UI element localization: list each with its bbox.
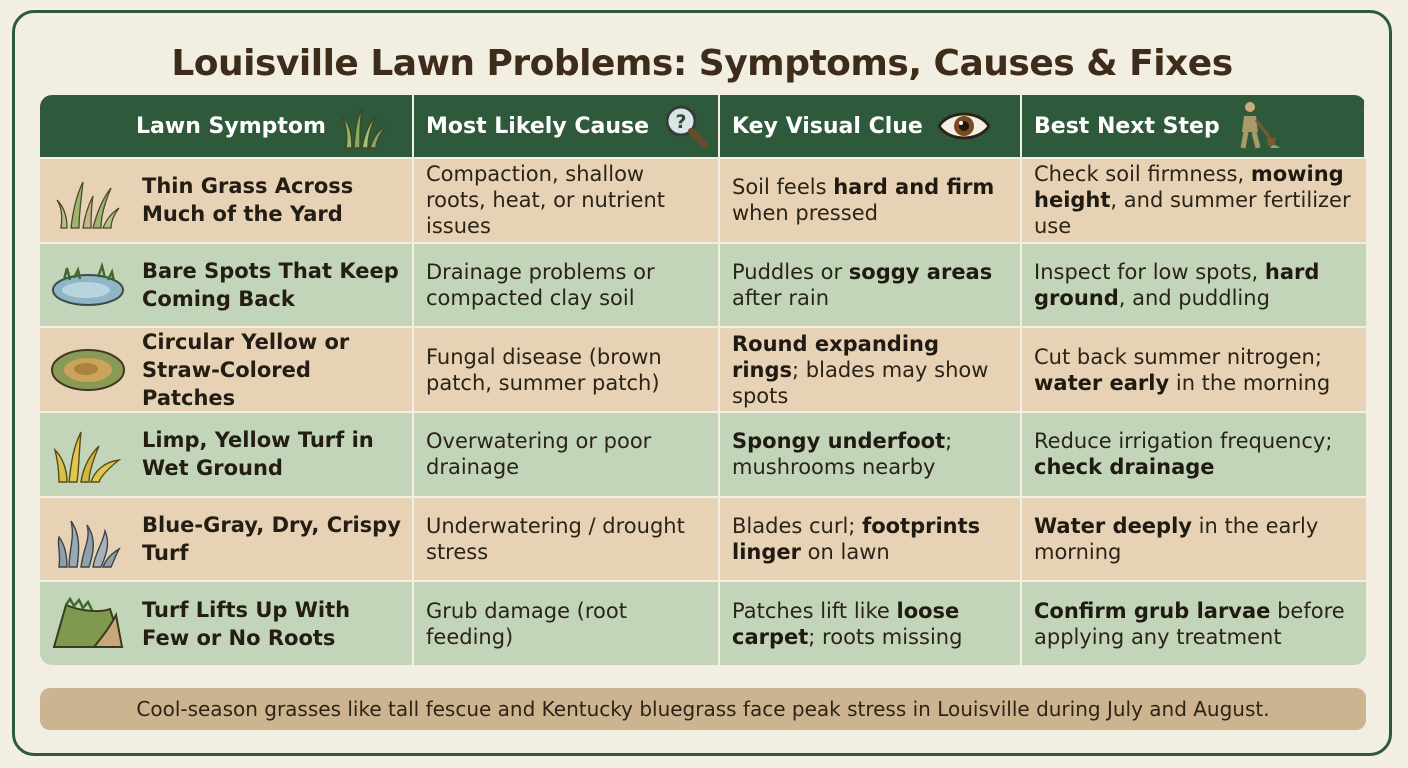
emphasis-text: hard ground [1034,259,1320,310]
footer-note: Cool-season grasses like tall fescue and Kentucky bluegrass face peak stress in Louisville during July and August. [40,688,1366,730]
thin-grass-icon [50,169,126,231]
plain-text: ; mushrooms nearby [732,429,953,480]
plain-text: on lawn [800,539,890,564]
symptom-label: Blue-Gray, Dry, Crispy Turf [142,512,401,565]
plain-text: Inspect for low spots, [1034,259,1265,284]
emphasis-text: hard and firm [833,175,995,200]
grass-icon [340,102,388,150]
plain-text: when pressed [732,201,878,226]
table-row-symptom-cell [40,242,414,327]
table-row-cause-cell [414,411,720,496]
plain-text: , and puddling [1118,285,1270,310]
next-step-text [1034,344,1356,396]
emphasis-text: check drainage [1034,455,1215,480]
cause-text [426,161,708,239]
plain-text: , and summer fertilizer use [1034,188,1351,239]
eye-icon [937,108,991,144]
table-row-visual-clue-cell [720,326,1022,411]
cause-text [426,259,708,311]
visual-clue-text [732,174,1010,226]
magnifier-question-icon [663,103,709,149]
plain-text: ; roots missing [808,624,963,649]
emphasis-text: soggy areas [848,259,993,284]
table-row-cause-cell [414,157,720,242]
table-row-next-step-cell [1022,411,1366,496]
header-lawn-symptom [40,95,414,157]
plain-text: Puddles or [732,259,849,284]
plain-text: Grub damage (root feeding) [426,598,627,649]
plain-text: Reduce irrigation frequency; [1034,429,1333,454]
table-row-cause-cell [414,496,720,581]
cause-text [426,598,708,650]
plain-text: Overwatering or poor drainage [426,429,652,480]
table-row-next-step-cell [1022,157,1366,242]
plain-text: Soil feels [732,175,834,200]
visual-clue-text [732,598,1010,650]
plain-text: Compaction, shallow roots, heat, or nutrient issues [426,162,666,239]
symptom-label: Turf Lifts Up With Few or No Roots [142,597,351,650]
plain-text: Cut back summer nitrogen; [1034,344,1322,369]
emphasis-text: Spongy underfoot [732,429,946,454]
table-row-cause-cell [414,580,720,665]
next-step-text [1034,161,1356,239]
table-row-symptom-cell [40,411,414,496]
visual-clue-text [732,331,1010,409]
dry-grass-icon [50,508,126,570]
table-row-visual-clue-cell [720,242,1022,327]
table-row-visual-clue-cell [720,157,1022,242]
header-label: Lawn Symptom [136,113,326,139]
next-step-text [1034,598,1356,650]
plain-text: Underwatering / drought stress [426,513,685,564]
plain-text: Check soil firmness, [1034,162,1251,187]
puddle-icon [50,254,126,316]
next-step-text [1034,259,1356,311]
cause-text [426,513,708,565]
emphasis-text: Round expanding rings [732,331,939,382]
visual-clue-text [732,428,1010,480]
gardener-icon [1234,100,1282,152]
next-step-text [1034,513,1356,565]
emphasis-text: mowing height [1034,162,1344,213]
table-row-visual-clue-cell [720,496,1022,581]
emphasis-text: loose carpet [732,598,960,649]
table-row-visual-clue-cell [720,411,1022,496]
plain-text: Blades curl; [732,513,863,538]
plain-text: Patches lift like [732,598,897,623]
plain-text: in the early morning [1034,513,1319,564]
plain-text: before applying any treatment [1034,598,1345,649]
plain-text: after rain [732,285,830,310]
visual-clue-text [732,513,1010,565]
brown-patch-icon [50,339,126,401]
header-label: Best Next Step [1034,113,1220,139]
emphasis-text: footprints linger [732,513,981,564]
header-label: Most Likely Cause [426,113,650,139]
table-row-symptom-cell [40,580,414,665]
table-row-cause-cell [414,242,720,327]
symptom-label: Circular Yellow or Straw-Colored Patches [142,329,350,410]
table-row-visual-clue-cell [720,580,1022,665]
emphasis-text: water early [1034,370,1170,395]
header-key-visual-clue [720,95,1022,157]
cause-text [426,344,708,396]
table-row-symptom-cell [40,496,414,581]
table-row-cause-cell [414,326,720,411]
cause-text [426,428,708,480]
header-most-likely-cause [414,95,720,157]
header-label: Key Visual Clue [732,113,923,139]
yellow-grass-icon [50,423,126,485]
emphasis-text: Water deeply [1034,513,1192,538]
table-row-symptom-cell [40,157,414,242]
svg-text:?: ? [675,111,687,133]
visual-clue-text [732,259,1010,311]
page-title: Louisville Lawn Problems: Symptoms, Causes & Fixes [171,43,1233,84]
emphasis-text: Confirm grub larvae [1034,598,1271,623]
lifted-turf-icon [50,593,126,655]
table-row-next-step-cell [1022,496,1366,581]
plain-text: Fungal disease (brown patch, summer patch) [426,344,662,395]
table-row-next-step-cell [1022,326,1366,411]
symptom-label: Limp, Yellow Turf in Wet Ground [142,428,374,481]
plain-text: in the morning [1169,370,1331,395]
header-best-next-step [1022,95,1366,157]
symptom-label: Thin Grass Across Much of the Yard [142,174,354,227]
next-step-text [1034,428,1356,480]
table-row-next-step-cell [1022,242,1366,327]
table-row-symptom-cell [40,326,414,411]
plain-text: ; blades may show spots [732,357,989,408]
symptom-label: Bare Spots That Keep Coming Back [142,258,399,311]
plain-text: Drainage problems or compacted clay soil [426,259,655,310]
lawn-problems-table [40,95,1366,665]
table-row-next-step-cell [1022,580,1366,665]
